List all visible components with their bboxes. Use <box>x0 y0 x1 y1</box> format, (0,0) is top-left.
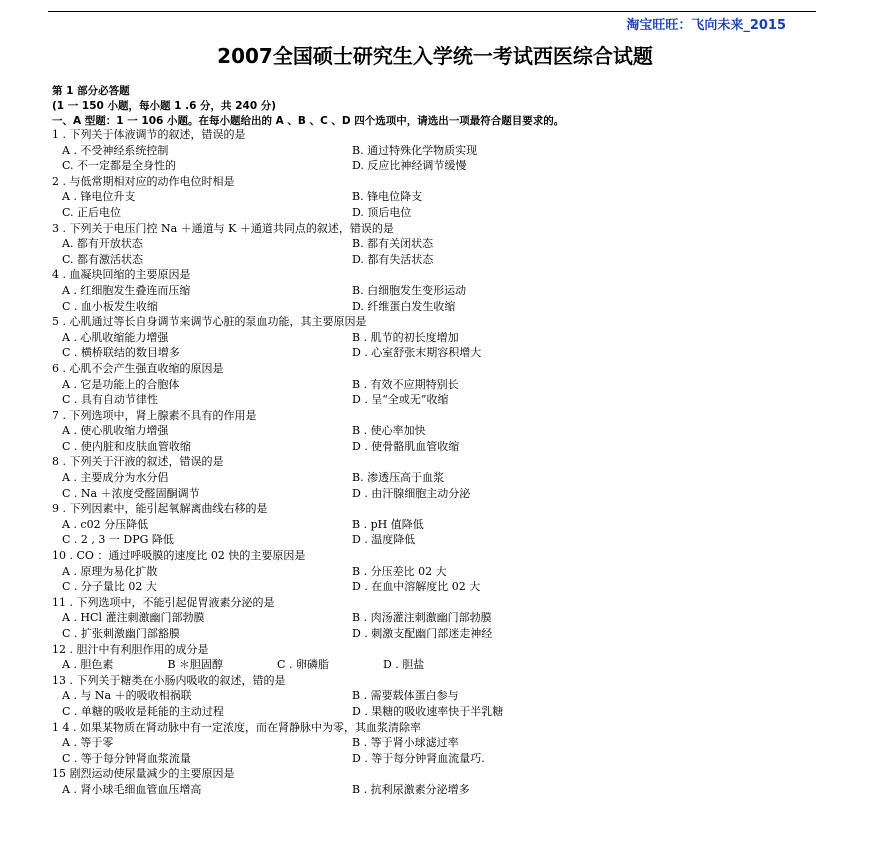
option-a: A . 与 Na ＋的吸收相祸联 <box>62 689 192 703</box>
question-stem: 1 . 下列关于体液调节的叙述，错误的是 <box>52 128 246 141</box>
question-2 <box>52 174 822 221</box>
option-b: B . 需要载体蛋白参与 <box>352 689 459 703</box>
option-d: D . 胆盐 <box>382 658 425 672</box>
document-title: 2007全国硕士研究生入学统一考试西医综合试题 <box>217 44 653 68</box>
option-d: D. 顶后电位 <box>352 205 412 219</box>
option-b: B . 有效不应期特别长 <box>352 377 459 391</box>
option-b: B . 肉汤灌注刺激幽门部勃膜 <box>352 611 492 625</box>
option-group <box>52 423 822 454</box>
option-c: C . 使内脏和皮肤血管收缩 <box>62 439 191 453</box>
question-list <box>52 127 822 798</box>
option-b: B . 肌节的初长度增加 <box>352 330 459 344</box>
option-a: A . 红细胞发生叠连而压缩 <box>62 283 191 297</box>
question-stem: 9 . 下列因素中，能引起氧解离曲线右移的是 <box>52 502 268 516</box>
option-d: D . 果糖的吸收速率快于半乳糖 <box>352 704 504 718</box>
option-b: B. 渗透压高于血浆 <box>352 471 445 485</box>
option-a: A . 它是功能上的合胞体 <box>62 377 180 391</box>
option-c: C . 卵磷脂 <box>277 658 329 672</box>
option-group <box>52 330 822 361</box>
option-b: B. 白细胞发生变形运动 <box>352 283 467 297</box>
option-group <box>52 688 822 719</box>
option-group <box>52 735 822 766</box>
option-d: D . 在血中溶解度比 02 大 <box>352 580 481 594</box>
option-group <box>52 610 822 641</box>
option-d: D . 心室舒张末期容积增大 <box>352 346 482 360</box>
question-9 <box>52 501 822 548</box>
question-stem: 1 4 . 如果某物质在肾动脉中有一定浓度，而在肾静脉中为零，其血浆清除率 <box>52 720 421 734</box>
question-10 <box>52 548 822 595</box>
option-c: C . 单糖的吸收是耗能的主动过程 <box>62 704 224 718</box>
option-a: A . 心肌收缩能力增强 <box>62 330 169 344</box>
option-d: D . 由汗腺细胞主动分泌 <box>352 486 471 500</box>
section-part: 第 1 部分必答题 <box>52 85 130 97</box>
question-stem: 4 . 血凝块回缩的主要原因是 <box>52 268 191 282</box>
option-group <box>52 236 822 267</box>
section-instruction: 一、A 型题：1 一 106 小题。在每小题给出的 A 、B 、C 、D 四个选项中，请选出一项最符合题目要求的。 <box>52 115 565 127</box>
option-d: D. 纤维蛋白发生收缩 <box>352 299 456 313</box>
option-group <box>52 189 822 220</box>
header-rule <box>48 11 816 12</box>
question-4 <box>52 267 822 314</box>
option-d: D . 温度降低 <box>352 533 416 547</box>
watermark-text: 淘宝旺旺：飞向未来_2015 <box>626 18 786 33</box>
option-a: A. 都有开放状态 <box>62 237 143 251</box>
question-15 <box>52 766 822 797</box>
option-c: C . 横桥联结的数目增多 <box>62 346 180 360</box>
option-group <box>52 143 822 174</box>
question-7 <box>52 408 822 455</box>
question-stem: 13 . 下列关于糖类在小肠内吸收的叙述，错的是 <box>52 673 286 687</box>
option-b: B . 使心率加快 <box>352 424 426 438</box>
option-b: B ＊胆固醇 <box>167 658 224 672</box>
option-a: A . 胆色素 <box>62 658 114 672</box>
option-c: C . 血小板发生收缩 <box>62 299 158 313</box>
option-c: C. 正后电位 <box>62 205 122 219</box>
option-a: A . HCl 灌注刺激幽门部勃膜 <box>62 611 205 625</box>
option-c: C . 分子量比 02 大 <box>62 580 157 594</box>
question-stem: 3 . 下列关于电压门控 Na ＋通道与 K ＋通道共同点的叙述，错误的是 <box>52 221 394 235</box>
option-b: B . pH 值降低 <box>352 517 424 531</box>
option-d: D . 使骨骼肌血管收缩 <box>352 439 460 453</box>
option-d: D. 反应比神经调节缓慢 <box>352 159 467 173</box>
question-stem: 7 . 下列选项中，肾上腺素不具有的作用是 <box>52 408 257 422</box>
option-b: B . 分压差比 02 大 <box>352 564 447 578</box>
option-c: C. 不一定都是全身性的 <box>62 159 177 173</box>
option-a: A . 肾小球毛细血管血压增高 <box>62 782 202 796</box>
question-stem: 12 . 胆汁中有利胆作用的成分是 <box>52 642 209 656</box>
option-c: C . 扩张刺激幽门部豁膜 <box>62 627 180 640</box>
question-stem: 10 . CO ：通过呼吸膜的速度比 02 快的主要原因是 <box>52 549 306 563</box>
question-stem: 8 . 下列关于汗液的叙述，错误的是 <box>52 455 224 469</box>
option-c: C . 具有自动节律性 <box>62 393 158 407</box>
option-a: A . 锋电位升支 <box>62 190 136 204</box>
option-a: A . 不受神经系统控制 <box>62 143 169 157</box>
option-a: A . 等于零 <box>62 736 114 750</box>
question-stem: 6 . 心肌不会产生强直收缩的原因是 <box>52 361 224 375</box>
option-a: A . c02 分压降低 <box>62 517 149 531</box>
option-d: D . 等于每分钟肾血流量巧. <box>352 751 485 765</box>
option-d: D. 都有失活状态 <box>352 252 434 266</box>
question-stem: 5 . 心肌通过等长自身调节来调节心脏的泵血功能，其主要原因是 <box>52 315 367 329</box>
option-c: C . 2 , 3 一 DPG 降低 <box>62 533 174 547</box>
option-group <box>52 470 822 501</box>
option-b: B . 抗利尿激素分泌增多 <box>352 782 470 796</box>
option-d: D . 刺激支配幽门部迷走神经 <box>352 627 493 640</box>
option-c: C. 都有激活状态 <box>62 252 144 266</box>
question-stem: 2 . 与低常期相对应的动作电位时相是 <box>52 174 235 188</box>
question-6 <box>52 361 822 408</box>
option-group <box>52 377 822 408</box>
option-group <box>52 657 822 673</box>
option-group <box>52 283 822 314</box>
question-12 <box>52 642 822 673</box>
option-a: A . 主要成分为水分侣 <box>62 471 169 485</box>
option-group <box>52 517 822 548</box>
question-13 <box>52 673 822 720</box>
option-group <box>52 564 822 595</box>
question-stem: 11 . 下列选项中，不能引起促胃液素分泌的是 <box>52 595 275 609</box>
question-1 <box>52 127 822 174</box>
option-group <box>52 782 822 798</box>
option-a: A . 使心肌收缩力增强 <box>62 424 169 438</box>
question-11 <box>52 595 822 642</box>
question-stem: 15 剧烈运动使尿量减少的主要原因是 <box>52 767 235 781</box>
option-a: A . 原理为易化扩散 <box>62 564 158 578</box>
option-b: B. 都有关闭状态 <box>352 237 434 251</box>
option-b: B. 锋电位降支 <box>352 190 423 204</box>
option-c: C . 等于每分钟肾血浆流量 <box>62 751 191 765</box>
option-d: D . 呈“全或无”收缩 <box>352 393 449 407</box>
section-scoring: (1 一 150 小题，每小题 1 .6 分，共 240 分) <box>52 100 277 112</box>
question-14 <box>52 720 822 767</box>
question-8 <box>52 454 822 501</box>
question-5 <box>52 314 822 361</box>
option-b: B. 通过特殊化学物质实现 <box>352 143 478 157</box>
question-3 <box>52 221 822 268</box>
option-c: C . Na ＋浓度受醛固酮调节 <box>62 486 200 500</box>
option-b: B . 等于肾小球滤过率 <box>352 736 459 750</box>
